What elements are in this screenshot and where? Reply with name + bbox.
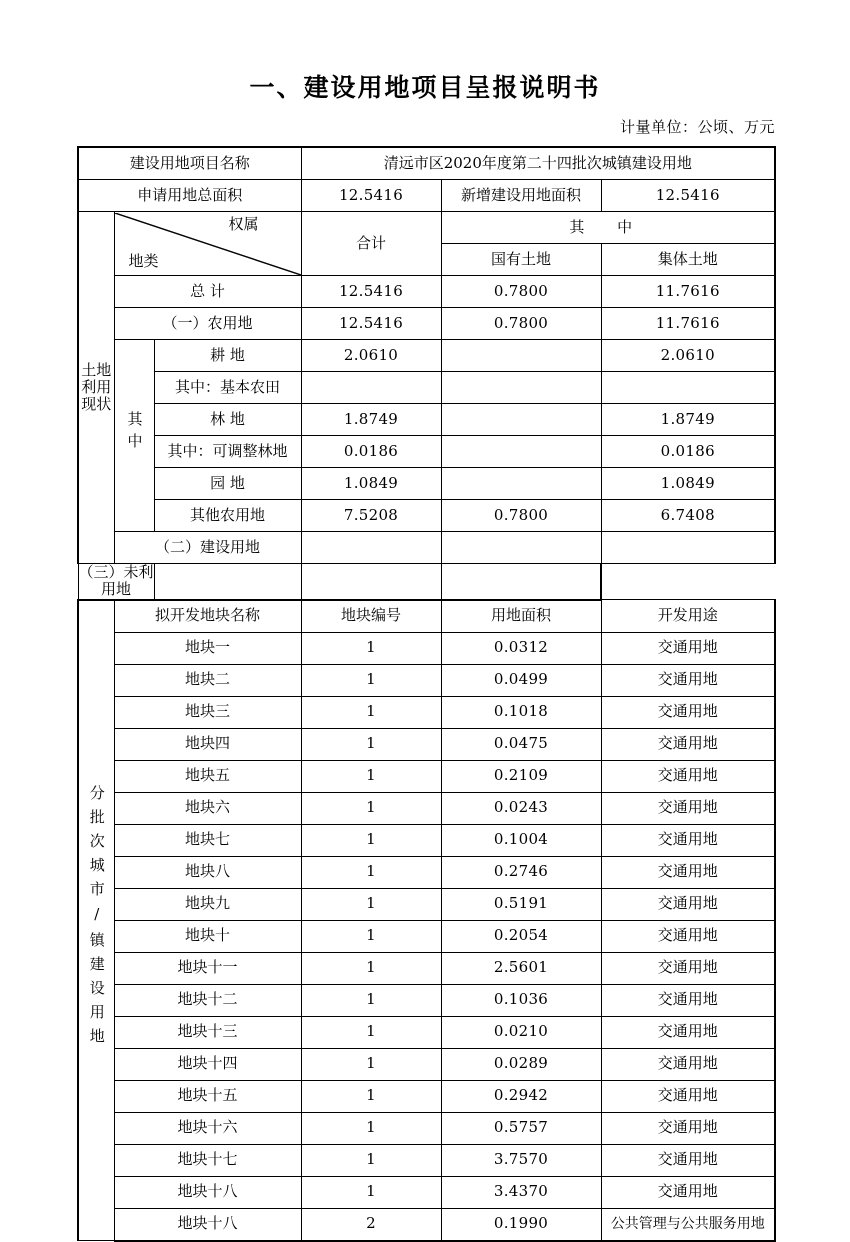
parcel-area: 0.0475 [441,728,601,760]
table-row [78,564,775,600]
parcel-purpose: 交通用地 [601,1080,775,1112]
parcel-area: 0.5191 [441,888,601,920]
cell-collective: 1.8749 [601,404,775,436]
parcel-number: 1 [301,856,441,888]
parcel-number: 1 [301,1144,441,1176]
cell-collective: 11.7616 [601,276,775,308]
cell-collective: 11.7616 [601,308,775,340]
parcel-number: 1 [301,1048,441,1080]
cell-total: 0.0186 [301,436,441,468]
parcel-name: 地块七 [114,824,301,856]
table-row [78,500,775,532]
parcel-area: 3.7570 [441,1144,601,1176]
table-row [78,1112,775,1144]
parcel-number: 1 [301,920,441,952]
parcel-area: 0.1004 [441,824,601,856]
table-row [78,468,775,500]
parcel-number: 1 [301,760,441,792]
parcel-name: 地块八 [114,856,301,888]
parcel-number: 1 [301,792,441,824]
table-row [78,632,775,664]
table-row [78,824,775,856]
row-label-unused-land: （三）未利用地 [78,563,154,599]
parcel-name: 地块十五 [114,1080,301,1112]
table-row [78,404,775,436]
parcel-number: 1 [301,824,441,856]
parcel-number: 1 [301,1176,441,1208]
parcel-name: 地块五 [114,760,301,792]
parcel-number: 1 [301,1016,441,1048]
cell-total: 2.0610 [301,340,441,372]
parcel-name: 地块一 [114,632,301,664]
parcel-name: 地块四 [114,728,301,760]
table-row [78,1016,775,1048]
cell-total: 12.5416 [301,308,441,340]
parcel-purpose: 交通用地 [601,984,775,1016]
land-use-status-side-label: 土地利用现状 [78,212,114,564]
column-header-parcel-area: 用地面积 [441,600,601,633]
parcel-purpose: 公共管理与公共服务用地 [601,1208,775,1241]
column-header-parcel-name: 拟开发地块名称 [114,600,301,633]
table-row [78,308,775,340]
row-label-basic-farmland: 其中：基本农田 [154,372,301,404]
row-label-adjustable-forest-land: 其中：可调整林地 [154,436,301,468]
table-row-column-headers-top [78,212,775,244]
table-row [78,760,775,792]
parcel-area: 0.1036 [441,984,601,1016]
project-name-value: 清远市区2020年度第二十四批次城镇建设用地 [301,147,775,180]
table-row [78,1080,775,1112]
parcel-name: 地块十四 [114,1048,301,1080]
cell-state-owned [441,468,601,500]
column-header-state-owned-land: 国有土地 [441,244,601,276]
parcel-number: 1 [301,888,441,920]
table-row [78,888,775,920]
parcel-name: 地块二 [114,664,301,696]
parcel-name: 地块十八 [114,1176,301,1208]
column-header-collective-land: 集体土地 [601,244,775,276]
table-row [78,728,775,760]
batch-construction-land-side-label: 分批次城市/镇建设用地 [78,600,114,1241]
table-row [78,436,775,468]
table-row [78,276,775,308]
parcel-name: 地块十一 [114,952,301,984]
cell-state-owned [441,436,601,468]
table-row [78,952,775,984]
table-row [78,1176,775,1208]
parcel-purpose: 交通用地 [601,888,775,920]
cell-state-owned [441,340,601,372]
parcel-area: 0.0289 [441,1048,601,1080]
parcel-name: 地块六 [114,792,301,824]
parcel-purpose: 交通用地 [601,664,775,696]
parcel-number: 2 [301,1208,441,1241]
parcel-purpose: 交通用地 [601,920,775,952]
parcel-area: 3.4370 [441,1176,601,1208]
parcel-purpose: 交通用地 [601,856,775,888]
cell-state-owned [441,372,601,404]
parcel-purpose: 交通用地 [601,728,775,760]
table-row [78,1208,775,1241]
new-construction-area-value: 12.5416 [601,180,775,212]
row-label-grand-total: 总 计 [114,276,301,308]
total-area-label: 申请用地总面积 [78,180,301,212]
parcel-purpose: 交通用地 [601,952,775,984]
parcel-area: 0.0499 [441,664,601,696]
parcel-name: 地块十七 [114,1144,301,1176]
parcel-name: 地块十二 [114,984,301,1016]
parcel-name: 地块九 [114,888,301,920]
cell-collective: 2.0610 [601,340,775,372]
table-row-project-name [78,147,775,180]
parcel-number: 1 [301,696,441,728]
table-row [78,920,775,952]
column-header-parcel-purpose: 开发用途 [601,600,775,633]
row-label-other-agricultural-land: 其他农用地 [154,500,301,532]
land-use-report-table [77,146,776,1242]
cell-collective [601,532,775,564]
parcel-number: 1 [301,1080,441,1112]
column-header-parcel-number: 地块编号 [301,600,441,633]
page-title: 一、建设用地项目呈报说明书 [249,73,601,102]
table-row [78,696,775,728]
parcel-area: 0.1018 [441,696,601,728]
parcel-area: 0.1990 [441,1208,601,1241]
parcel-area: 0.5757 [441,1112,601,1144]
cell-collective [601,372,775,404]
parcel-number: 1 [301,952,441,984]
parcel-purpose: 交通用地 [601,632,775,664]
parcel-number: 1 [301,1112,441,1144]
table-row [78,1048,775,1080]
table-row [78,792,775,824]
parcel-name: 地块十六 [114,1112,301,1144]
parcel-purpose: 交通用地 [601,1176,775,1208]
parcel-purpose: 交通用地 [601,1144,775,1176]
table-row [78,372,775,404]
cell-total: 7.5208 [301,500,441,532]
project-name-label: 建设用地项目名称 [78,147,301,180]
measurement-unit-note: 计量单位：公顷、万元 [619,118,775,136]
new-construction-area-label: 新增建设用地面积 [441,180,601,212]
parcel-name: 地块十 [114,920,301,952]
parcel-area: 0.2746 [441,856,601,888]
parcel-purpose: 交通用地 [601,760,775,792]
row-label-garden-land: 园 地 [154,468,301,500]
parcel-name: 地块十八 [114,1208,301,1241]
parcel-area: 0.2054 [441,920,601,952]
table-row [78,856,775,888]
column-header-among-which: 其 中 [441,212,775,244]
category-ownership-diagonal-header [114,212,301,276]
table-row-total-area [78,180,775,212]
cell-state-owned [301,564,441,600]
cell-total: 1.0849 [301,468,441,500]
ownership-label: 权属 [228,214,259,233]
category-label: 地类 [128,252,159,271]
among-which-side-label: 其中 [114,340,154,532]
table-row [78,984,775,1016]
parcel-area: 2.5601 [441,952,601,984]
cell-collective [441,564,601,600]
parcel-purpose: 交通用地 [601,696,775,728]
cell-total [301,532,441,564]
parcel-purpose: 交通用地 [601,1112,775,1144]
cell-collective: 1.0849 [601,468,775,500]
parcel-area: 0.0243 [441,792,601,824]
cell-state-owned: 0.7800 [441,276,601,308]
cell-state-owned [441,532,601,564]
cell-total [301,372,441,404]
parcel-name: 地块十三 [114,1016,301,1048]
table-row [78,664,775,696]
table-row-parcel-headers [78,600,775,633]
cell-total [154,564,301,600]
parcel-number: 1 [301,664,441,696]
cell-total: 1.8749 [301,404,441,436]
table-row [78,1144,775,1176]
parcel-area: 0.0210 [441,1016,601,1048]
table-row [78,532,775,564]
parcel-area: 0.2109 [441,760,601,792]
parcel-purpose: 交通用地 [601,824,775,856]
parcel-number: 1 [301,984,441,1016]
row-label-construction-land: （二）建设用地 [114,532,301,564]
cell-total: 12.5416 [301,276,441,308]
cell-state-owned: 0.7800 [441,500,601,532]
parcel-number: 1 [301,728,441,760]
cell-collective: 6.7408 [601,500,775,532]
parcel-purpose: 交通用地 [601,792,775,824]
table-row [78,340,775,372]
parcel-purpose: 交通用地 [601,1016,775,1048]
row-label-agricultural-land: （一）农用地 [114,308,301,340]
cell-collective: 0.0186 [601,436,775,468]
row-label-forest-land: 林 地 [154,404,301,436]
cell-state-owned [441,404,601,436]
parcel-purpose: 交通用地 [601,1048,775,1080]
row-label-cultivated-land: 耕 地 [154,340,301,372]
parcel-number: 1 [301,632,441,664]
parcel-area: 0.2942 [441,1080,601,1112]
column-header-total: 合计 [301,212,441,276]
parcel-area: 0.0312 [441,632,601,664]
cell-state-owned: 0.7800 [441,308,601,340]
parcel-name: 地块三 [114,696,301,728]
total-area-value: 12.5416 [301,180,441,212]
